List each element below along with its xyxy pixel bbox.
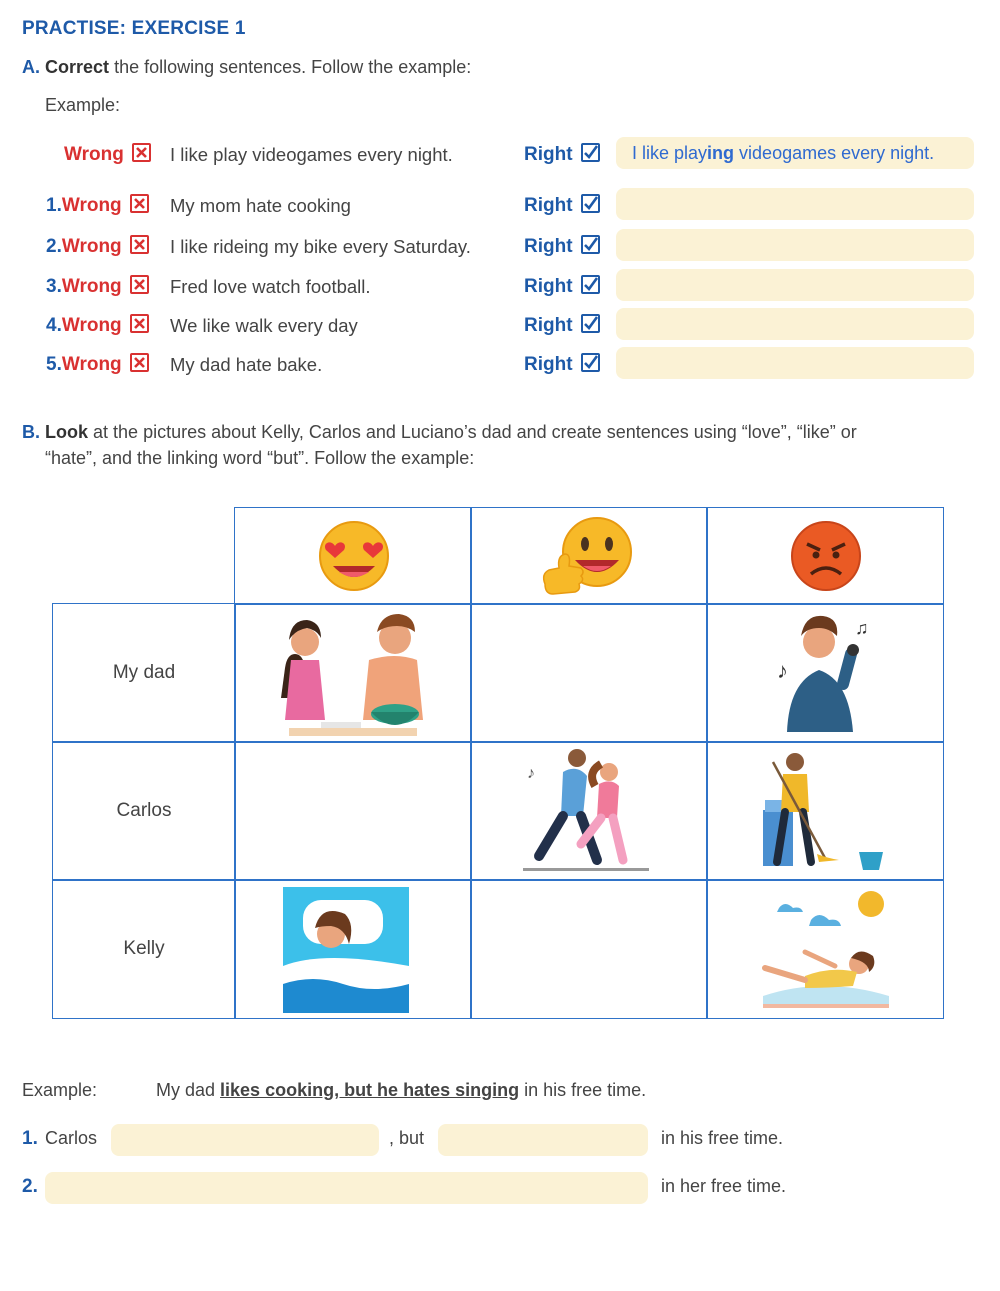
kelly-hate-cell	[706, 879, 944, 1019]
singing-illustration-icon	[707, 604, 945, 744]
row-number: 5.	[46, 354, 62, 375]
row-number: 3.	[46, 276, 62, 297]
wrong-label: Wrong	[64, 144, 124, 165]
header-hate	[706, 507, 944, 605]
question-1-subject: Carlos	[45, 1128, 98, 1148]
example-underlined-text: likes cooking, but he hates singing	[220, 1080, 520, 1100]
row-3-sentence: Fred love watch football.	[170, 276, 371, 297]
wrong-label: Wrong	[61, 195, 122, 216]
row-1-right	[524, 194, 600, 217]
row-2-sentence: I like rideing my bike every Saturday.	[170, 236, 471, 257]
dad-hate-cell	[706, 603, 944, 743]
question-1-number: 1.	[22, 1128, 38, 1149]
question-1-answer-2[interactable]	[438, 1124, 648, 1156]
row-5-sentence: My dad hate bake.	[170, 354, 323, 375]
checkbox-icon	[581, 275, 600, 294]
wrong-label: Wrong	[61, 276, 122, 297]
row-5-answer-box[interactable]	[616, 347, 974, 379]
row-4-sentence: We like walk every day	[170, 315, 358, 336]
section-b-instruction-line2: “hate”, and the linking word “but”. Follow the example:	[45, 448, 475, 468]
example-right	[524, 143, 600, 166]
right-label: Right	[524, 315, 573, 336]
row-1-wrong	[46, 194, 149, 217]
row-2-right	[524, 235, 600, 258]
example-wrong	[64, 143, 151, 166]
row-4-wrong	[46, 314, 149, 337]
question-2-answer[interactable]	[45, 1172, 648, 1204]
swimming-illustration-icon	[707, 880, 945, 1020]
question-2-tail: in her free time.	[661, 1176, 787, 1196]
cooking-illustration-icon	[235, 604, 473, 744]
example-answer-box	[616, 137, 974, 169]
question-1-but: , but	[389, 1128, 425, 1148]
cross-box-icon	[132, 143, 151, 162]
section-b-verb: Look	[45, 422, 89, 442]
row-5-right	[524, 353, 600, 376]
dancing-illustration-icon	[471, 742, 709, 882]
kelly-like-cell	[470, 879, 708, 1019]
cleaning-illustration-icon	[707, 742, 945, 882]
kelly-love-cell	[234, 879, 472, 1019]
section-a-letter: A.	[22, 57, 40, 77]
header-love	[234, 507, 472, 605]
carlos-like-cell	[470, 741, 708, 881]
question-1-answer-1[interactable]	[111, 1124, 379, 1156]
right-label: Right	[524, 354, 573, 375]
section-b-letter: B.	[22, 422, 40, 442]
row-4-right	[524, 314, 600, 337]
row-1-answer-box[interactable]	[616, 188, 974, 220]
cross-box-icon	[130, 353, 149, 372]
wrong-label: Wrong	[61, 354, 122, 375]
checkbox-icon	[581, 353, 600, 372]
header-like	[470, 507, 708, 605]
cross-box-icon	[130, 194, 149, 213]
section-a-instruction	[22, 57, 471, 78]
section-b-example-label: Example:	[22, 1080, 98, 1100]
carlos-love-cell	[234, 741, 472, 881]
sleeping-illustration-icon	[235, 880, 473, 1020]
right-label: Right	[524, 144, 573, 165]
carlos-hate-cell	[706, 741, 944, 881]
section-b-instruction	[22, 422, 857, 443]
right-label: Right	[524, 276, 573, 297]
svg-text:♫: ♫	[855, 618, 869, 638]
cross-box-icon	[130, 314, 149, 333]
row-number: 2.	[46, 236, 62, 257]
row-3-answer-box[interactable]	[616, 269, 974, 301]
heart-eyes-emoji-icon	[235, 508, 473, 606]
page-title: PRACTISE: EXERCISE 1	[22, 18, 246, 39]
cross-box-icon	[130, 235, 149, 254]
row-number: 4.	[46, 315, 62, 336]
dad-like-cell	[470, 603, 708, 743]
thumbs-up-emoji-icon	[471, 508, 709, 606]
row-label-my-dad: My dad	[52, 603, 236, 743]
dad-love-cell	[234, 603, 472, 743]
row-3-right	[524, 275, 600, 298]
checkbox-icon	[581, 314, 600, 333]
angry-emoji-icon	[707, 508, 945, 606]
row-label-kelly: Kelly	[52, 879, 236, 1019]
section-a-example-label: Example:	[45, 95, 121, 115]
checkbox-icon	[581, 194, 600, 213]
row-2-wrong	[46, 235, 149, 258]
section-b-example-sentence: My dad likes cooking, but he hates singing in his free time.	[156, 1080, 647, 1100]
checkbox-icon	[581, 235, 600, 254]
row-2-answer-box[interactable]	[616, 229, 974, 261]
section-a-instruction-text: the following sentences. Follow the example:	[114, 57, 472, 77]
wrong-label: Wrong	[61, 315, 122, 336]
section-b-instruction-line1: at the pictures about Kelly, Carlos and Luciano’s dad and create sentences using “love”, “like” or	[93, 422, 857, 442]
cross-box-icon	[130, 275, 149, 294]
row-number: 1.	[46, 195, 62, 216]
right-label: Right	[524, 195, 573, 216]
question-1-tail: in his free time.	[661, 1128, 784, 1148]
row-5-wrong	[46, 353, 149, 376]
question-2-number: 2.	[22, 1176, 38, 1197]
wrong-label: Wrong	[61, 236, 122, 257]
svg-text:♪: ♪	[527, 765, 535, 782]
row-label-carlos: Carlos	[52, 741, 236, 881]
svg-text:♪: ♪	[777, 658, 788, 683]
row-4-answer-box[interactable]	[616, 308, 974, 340]
checkbox-icon	[581, 143, 600, 162]
right-label: Right	[524, 236, 573, 257]
section-a-verb: Correct	[45, 57, 110, 77]
row-1-sentence: My mom hate cooking	[170, 195, 351, 216]
example-wrong-sentence: I like play videogames every night.	[170, 144, 453, 165]
example-answer-text: I like playing videogames every night.	[632, 143, 935, 163]
row-3-wrong	[46, 275, 149, 298]
